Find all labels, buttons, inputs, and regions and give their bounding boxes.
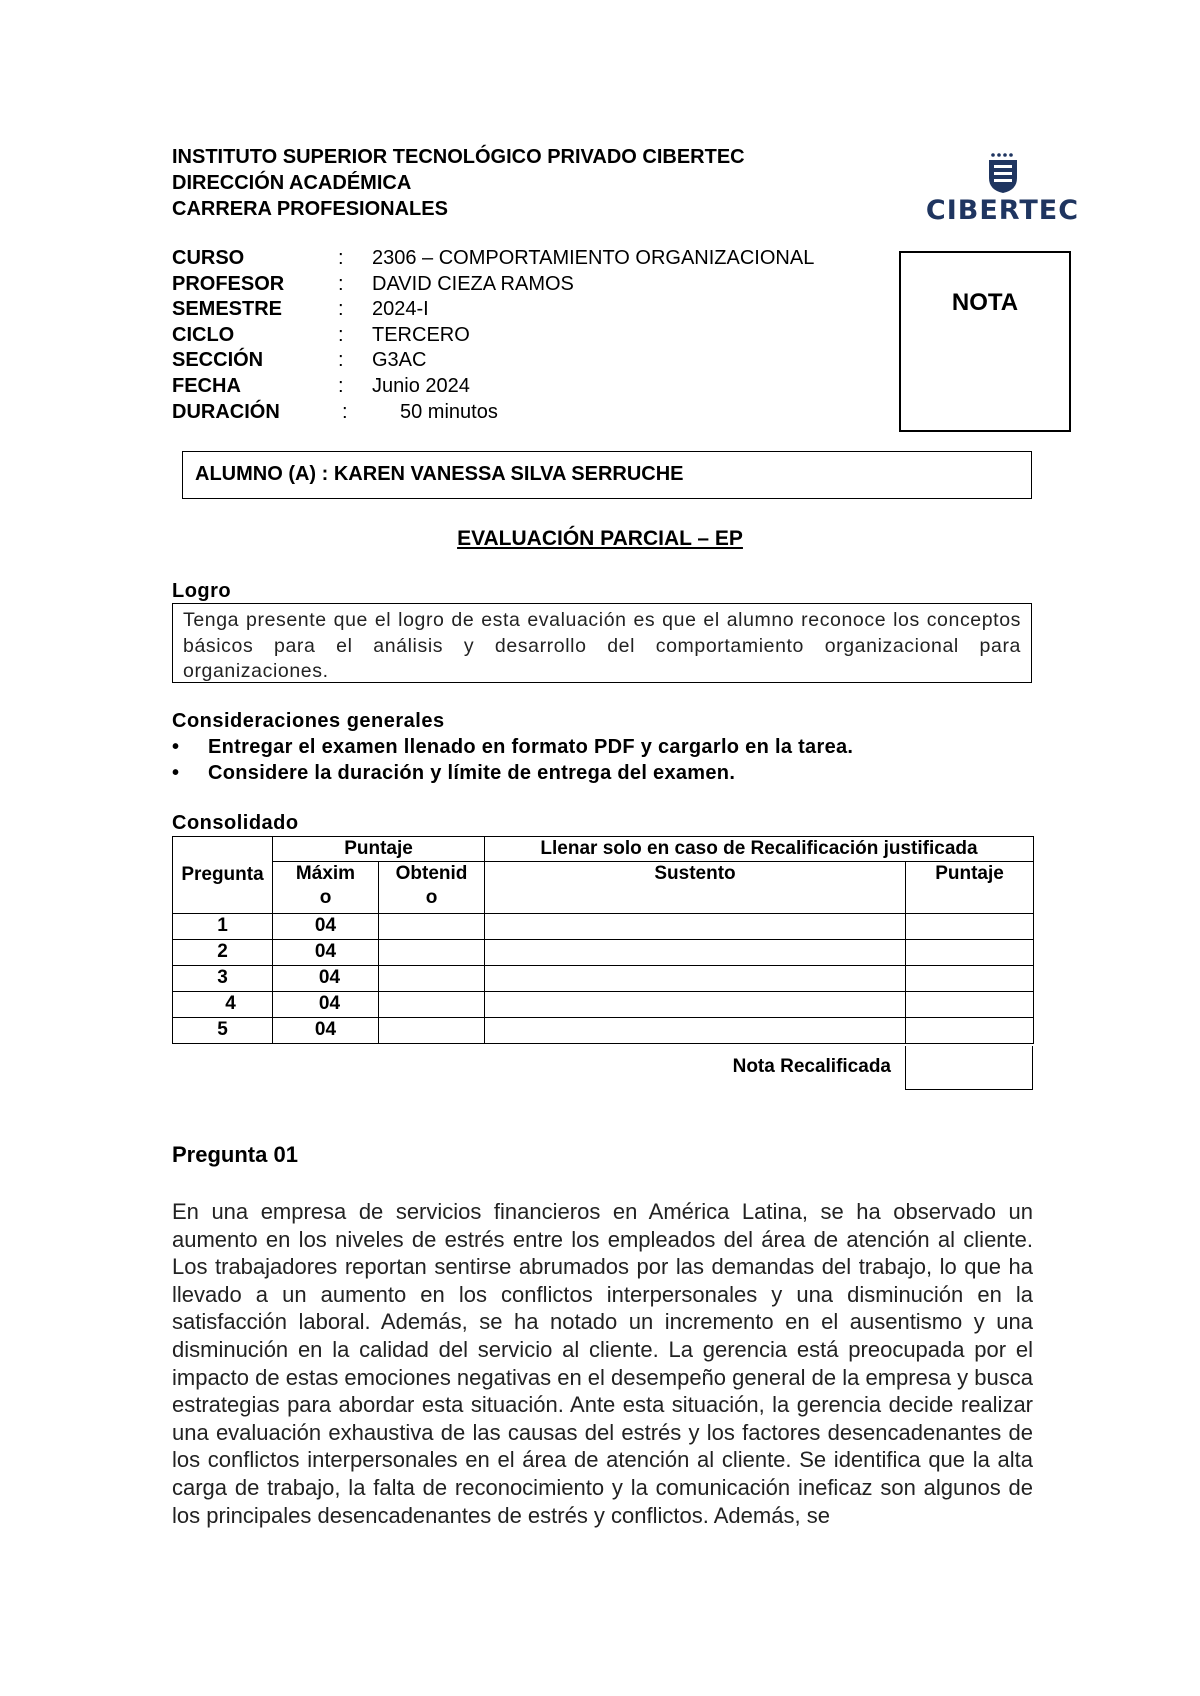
cell-sustento[interactable]	[485, 914, 906, 940]
cell-obtenido[interactable]	[379, 940, 485, 966]
cell-pregunta: 3	[173, 966, 273, 992]
bullet-icon: •	[172, 736, 180, 758]
header-pregunta: Pregunta	[173, 837, 273, 914]
considerations-label: Consideraciones generales	[172, 710, 445, 732]
cell-pregunta: 4	[173, 992, 273, 1018]
regraded-note-cell[interactable]	[905, 1046, 1033, 1090]
cell-pregunta: 2	[173, 940, 273, 966]
cell-puntaje[interactable]	[906, 1018, 1034, 1044]
cell-maximo: 04	[273, 966, 379, 992]
table-row	[173, 940, 1034, 966]
info-value: DAVID CIEZA RAMOS	[372, 272, 574, 295]
shield-icon	[986, 152, 1020, 194]
cell-obtenido[interactable]	[379, 992, 485, 1018]
info-separator: :	[338, 374, 344, 397]
info-separator: :	[338, 349, 344, 372]
table-row	[173, 1018, 1034, 1044]
header-sustento: Sustento	[485, 862, 906, 914]
regraded-note-label: Nota Recalificada	[732, 1056, 891, 1077]
student-name: ALUMNO (A) : KAREN VANESSA SILVA SERRUCHE	[195, 463, 684, 485]
grade-label: NOTA	[951, 289, 1019, 316]
cell-pregunta: 1	[173, 914, 273, 940]
institution-header	[172, 144, 745, 222]
cell-puntaje[interactable]	[906, 914, 1034, 940]
career-name: CARRERA PROFESIONALES	[172, 198, 448, 220]
logo-text: CIBERTEC	[925, 195, 1080, 226]
cell-sustento[interactable]	[485, 992, 906, 1018]
logro-text: Tenga presente que el logro de esta evaluación es que el alumno reconoce los conceptos básicos para el análisis y desarrollo del comportamiento organizacional para organizaciones.	[172, 603, 1032, 683]
cell-puntaje[interactable]	[906, 966, 1034, 992]
consideration-text: Entregar el examen llenado en formato PDF y cargarlo en la tarea.	[208, 736, 854, 758]
info-value: 2024-I	[372, 298, 429, 321]
cibertec-logo	[925, 152, 1080, 227]
info-label: DURACIÓN	[172, 400, 280, 423]
bullet-icon: •	[172, 762, 180, 784]
info-value: Junio 2024	[372, 374, 470, 397]
grades-table	[172, 836, 1034, 1044]
header-recalificacion: Llenar solo en caso de Recalificación justificada	[485, 837, 1034, 862]
info-value: 50 minutos	[400, 400, 498, 423]
header-puntaje-recal: Puntaje	[906, 862, 1034, 914]
cell-maximo: 04	[273, 940, 379, 966]
cell-obtenido[interactable]	[379, 914, 485, 940]
grade-box[interactable]	[899, 251, 1071, 432]
info-value: TERCERO	[372, 323, 470, 346]
evaluation-title: EVALUACIÓN PARCIAL – EP	[457, 527, 743, 550]
info-value: 2306 – COMPORTAMIENTO ORGANIZACIONAL	[372, 247, 815, 269]
cell-puntaje[interactable]	[906, 940, 1034, 966]
student-box	[182, 451, 1032, 499]
cell-maximo: 04	[273, 992, 379, 1018]
consolidated-label: Consolidado	[172, 812, 299, 834]
question-title: Pregunta 01	[172, 1142, 298, 1167]
table-row	[173, 914, 1034, 940]
consideration-text: Considere la duración y límite de entrega del examen.	[208, 762, 736, 784]
direction-name: DIRECCIÓN ACADÉMICA	[172, 172, 412, 194]
header-obtenido: Obtenido	[379, 862, 485, 914]
cell-sustento[interactable]	[485, 1018, 906, 1044]
info-separator: :	[338, 247, 344, 269]
info-label: CURSO	[172, 247, 245, 269]
table-row	[173, 966, 1034, 992]
header-puntaje: Puntaje	[273, 837, 485, 862]
question-body: En una empresa de servicios financieros en América Latina, se ha observado un aumento en los niveles de estrés entre los empleados del área de atención al cliente. Los trabajadores reportan sentirse abrumados por las demandas del trabajo, lo que ha llevado a un aumento en los conflictos interpersonales y una disminución en la satisfacción laboral. Además, se ha notado un incremento en el ausentismo y una disminución en la calidad del servicio al cliente. La gerencia está preocupada por el impacto de estas emociones negativas en el desempeño general de la empresa y busca estrategias para abordar esta situación. Ante esta situación, la gerencia decide realizar una evaluación exhaustiva de las causas del estrés y los factores desencadenantes de los conflictos interpersonales en el área de atención al cliente. Se identifica que la alta carga de trabajo, la falta de reconocimiento y la comunicación ineficaz son algunos de los principales desencadenantes de estrés y conflictos. Además, se	[172, 1199, 1033, 1528]
regraded-note-row	[172, 1046, 1033, 1090]
cell-sustento[interactable]	[485, 966, 906, 992]
cell-maximo: 04	[273, 914, 379, 940]
cell-pregunta: 5	[173, 1018, 273, 1044]
info-label: CICLO	[172, 323, 235, 346]
info-label: FECHA	[172, 374, 241, 397]
info-label: SEMESTRE	[172, 298, 283, 321]
cell-sustento[interactable]	[485, 940, 906, 966]
cell-obtenido[interactable]	[379, 1018, 485, 1044]
cell-maximo: 04	[273, 1018, 379, 1044]
cell-obtenido[interactable]	[379, 966, 485, 992]
logro-label: Logro	[172, 580, 232, 602]
info-value: G3AC	[372, 349, 427, 372]
info-separator: :	[338, 323, 344, 346]
cell-puntaje[interactable]	[906, 992, 1034, 1018]
header-maximo: Máximo	[273, 862, 379, 914]
info-separator: :	[338, 298, 344, 321]
info-separator: :	[338, 272, 344, 295]
info-label: SECCIÓN	[172, 349, 264, 372]
institution-name: INSTITUTO SUPERIOR TECNOLÓGICO PRIVADO CIBERTEC	[172, 146, 745, 168]
info-label: PROFESOR	[172, 272, 285, 295]
table-row	[173, 992, 1034, 1018]
info-separator: :	[342, 400, 348, 423]
